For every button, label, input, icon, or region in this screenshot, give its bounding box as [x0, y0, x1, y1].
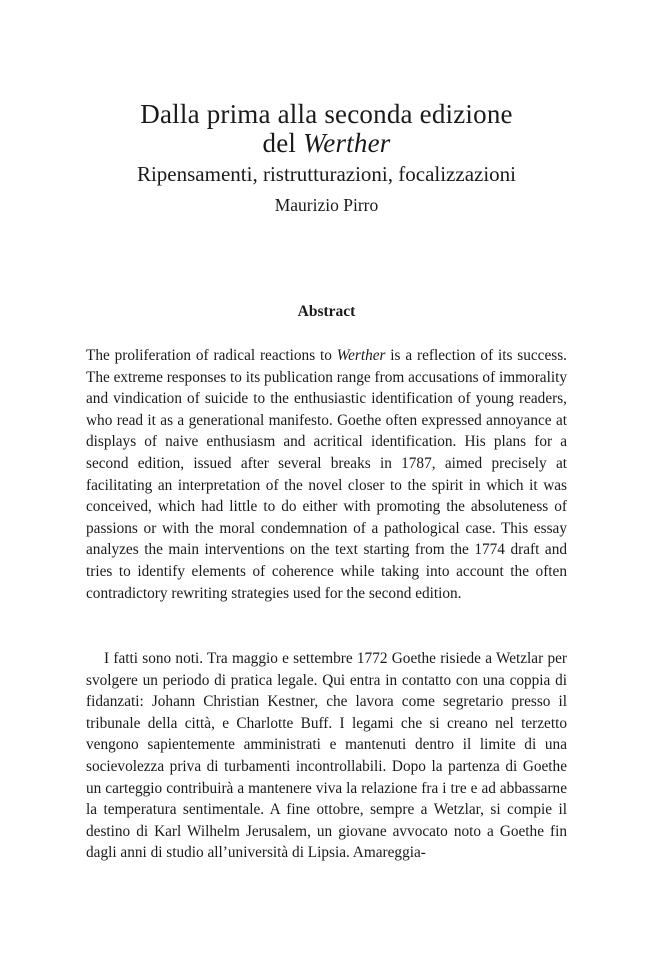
abstract-text-after-italic: is a reflection of its success. The extreme responses to its publication range from accusations of immorality and vindication of suicide to the enthusiastic identification of young readers, who read it as a generational manifesto. Goethe often expressed annoyance at displays of naive enthusiasm and acritical identification. His plans for a second edition, issued after several breaks in 1787, aimed precisely at facilitating an interpretation of the novel closer to the spirit in which it was conceived, which had little to do either with promoting the absoluteness of passions or with the moral condemnation of a pathological case. This essay analyzes the main interventions on the text starting from the 1774 draft and tries to identify elements of coherence while taking into account the often contradictory rewriting strategies used for the second edition. — [86, 347, 567, 602]
author-name: Maurizio Pirro — [274, 195, 379, 215]
abstract-text — [86, 345, 567, 604]
title-line-2-italic: Werther — [303, 128, 391, 158]
article-subtitle: Ripensamenti, ristrutturazioni, focalizzazioni — [136, 162, 517, 186]
abstract-heading: Abstract — [297, 303, 356, 320]
title-block — [86, 100, 567, 215]
body-paragraph-1: I fatti sono noti. Tra maggio e settembre 1772 Goethe risiede a Wetzlar per svolgere un periodo di pratica legale. Qui entra in contatto con una coppia di fidanzati: Johann Christian Kestner, che lavora come segretario presso il tribunale della città, e Charlotte Buff. I legami che si creano nel terzetto vengono sapientemente amministrati e mantenuti dentro il limite di una socievolezza priva di turbamenti incontrollabili. Dopo la partenza di Goethe un carteggio contribuirà a mantenere viva la relazione fra i tre e ad abbassarne la temperatura sentimentale. A fine ottobre, sempre a Wetzlar, si compie il destino di Karl Wilhelm Jerusalem, un giovane avvocato noto a Goethe fin dagli anni di studio all’università di Lipsia. Amareggia- — [86, 650, 567, 862]
title-line-2-prefix: del — [262, 128, 304, 158]
abstract-text-before-italic: The proliferation of radical reactions to — [86, 347, 337, 364]
title-line-1: Dalla prima alla seconda edizione — [140, 99, 513, 129]
abstract-italic-word: Werther — [336, 347, 386, 364]
article-title — [86, 100, 567, 158]
